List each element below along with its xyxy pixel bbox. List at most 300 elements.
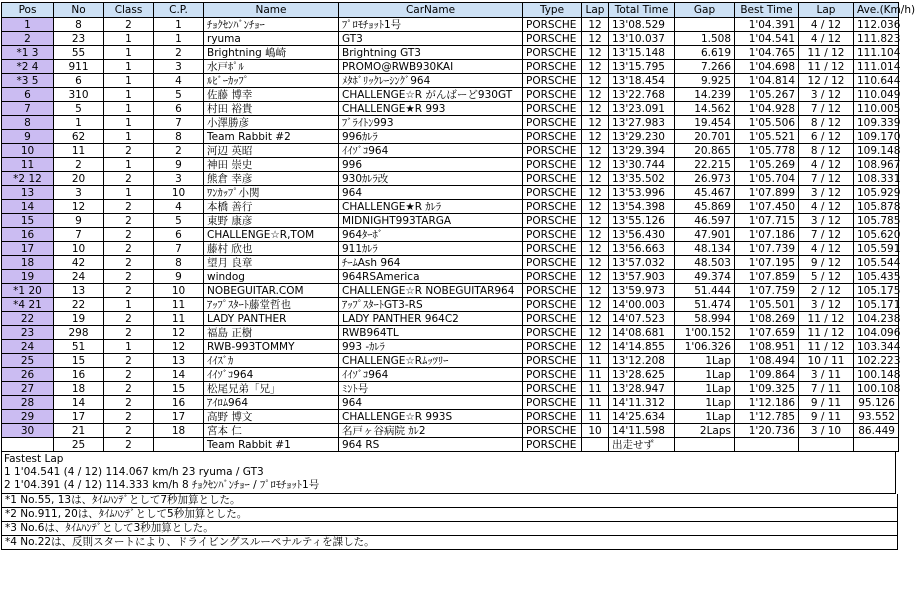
column-header-car-name: CarName: [339, 3, 523, 18]
cell-class: 1: [104, 186, 154, 200]
column-header-gap: Gap: [675, 3, 735, 18]
cell-total-time: 13'55.126: [609, 214, 675, 228]
cell-no: 310: [54, 88, 104, 102]
fastest-lap-title: Fastest Lap: [4, 453, 64, 465]
cell-gap: 1Lap: [675, 354, 735, 368]
cell-no: 1: [54, 116, 104, 130]
cell-lap: 12: [582, 214, 609, 228]
cell-name: CHALLENGE☆R,TOM: [204, 228, 339, 242]
column-header-best-time: Best Time: [735, 3, 799, 18]
cell-average-speed: 109.339: [854, 116, 899, 130]
cell-name: 村田 裕貴: [204, 102, 339, 116]
cell-type: PORSCHE: [523, 130, 582, 144]
cell-class: 1: [104, 116, 154, 130]
table-row: [2, 214, 899, 228]
cell-gap: 46.597: [675, 214, 735, 228]
cell-average-speed: 105.929: [854, 186, 899, 200]
cell-type: PORSCHE: [523, 312, 582, 326]
cell-type: PORSCHE: [523, 284, 582, 298]
cell-no: 911: [54, 60, 104, 74]
table-row: [2, 270, 899, 284]
cell-best-lap: 9 / 12: [799, 256, 854, 270]
cell-type: PORSCHE: [523, 270, 582, 284]
cell-best-time: 1'04.814: [735, 74, 799, 88]
table-row: [2, 368, 899, 382]
cell-average-speed: 109.148: [854, 144, 899, 158]
cell-best-time: 1'07.739: [735, 242, 799, 256]
cell-average-speed: 93.552: [854, 410, 899, 424]
cell-best-time: [735, 438, 799, 452]
cell-car-name: 964 RS: [339, 438, 523, 452]
cell-car-name: ﾁｰﾑAsh 964: [339, 256, 523, 270]
cell-gap: 1.508: [675, 32, 735, 46]
cell-pos: 24: [2, 340, 54, 354]
cell-best-lap: 6 / 12: [799, 130, 854, 144]
cell-type: PORSCHE: [523, 18, 582, 32]
cell-best-time: 1'07.859: [735, 270, 799, 284]
cell-total-time: 13'12.208: [609, 354, 675, 368]
cell-no: 19: [54, 312, 104, 326]
cell-gap: 22.215: [675, 158, 735, 172]
cell-pos: 30: [2, 424, 54, 438]
cell-class: 1: [104, 88, 154, 102]
cell-class: 2: [104, 410, 154, 424]
cell-class: 2: [104, 144, 154, 158]
cell-no: 25: [54, 438, 104, 452]
cell-car-name: ﾌﾟﾛﾓﾁｮｯﾄ1号: [339, 18, 523, 32]
cell-best-time: 1'04.698: [735, 60, 799, 74]
cell-no: 23: [54, 32, 104, 46]
cell-lap: 11: [582, 368, 609, 382]
table-row: [2, 74, 899, 88]
cell-car-name: MIDNIGHT993TARGA: [339, 214, 523, 228]
cell-type: PORSCHE: [523, 214, 582, 228]
table-row: [2, 116, 899, 130]
cell-gap: 2Laps: [675, 424, 735, 438]
cell-average-speed: 86.449: [854, 424, 899, 438]
cell-best-lap: 11 / 12: [799, 340, 854, 354]
cell-average-speed: 108.331: [854, 172, 899, 186]
cell-pos: *1 3: [2, 46, 54, 60]
cell-class: 2: [104, 438, 154, 452]
cell-name: 河辺 英昭: [204, 144, 339, 158]
cell-name: 宮本 仁: [204, 424, 339, 438]
cell-pos: *3 5: [2, 74, 54, 88]
cell-pos: *2 4: [2, 60, 54, 74]
cell-car-name: CHALLENGE☆R がんばーど930GT: [339, 88, 523, 102]
cell-gap: 51.474: [675, 298, 735, 312]
cell-car-name: CHALLENGE★R 993: [339, 102, 523, 116]
cell-gap: 45.869: [675, 200, 735, 214]
cell-no: 2: [54, 158, 104, 172]
table-row: [2, 340, 899, 354]
cell-name: ryuma: [204, 32, 339, 46]
penalty-note: *1 No.55, 13は、ﾀｲﾑﾊﾝﾃﾞとして7秒加算とした。: [2, 494, 897, 508]
cell-no: 24: [54, 270, 104, 284]
cell-cp: 16: [154, 396, 204, 410]
column-header-type: Type: [523, 3, 582, 18]
cell-average-speed: 100.148: [854, 368, 899, 382]
cell-no: 8: [54, 18, 104, 32]
cell-best-lap: 7 / 12: [799, 172, 854, 186]
cell-gap: 1Lap: [675, 382, 735, 396]
cell-type: PORSCHE: [523, 88, 582, 102]
cell-lap: 11: [582, 354, 609, 368]
cell-best-time: 1'08.269: [735, 312, 799, 326]
cell-lap: 12: [582, 242, 609, 256]
cell-no: 18: [54, 382, 104, 396]
cell-lap: 12: [582, 256, 609, 270]
cell-best-time: 1'05.267: [735, 88, 799, 102]
cell-no: 20: [54, 172, 104, 186]
cell-best-time: 1'07.195: [735, 256, 799, 270]
cell-type: PORSCHE: [523, 396, 582, 410]
cell-best-lap: 8 / 12: [799, 144, 854, 158]
cell-pos: 16: [2, 228, 54, 242]
cell-car-name: 996: [339, 158, 523, 172]
cell-name: 熊倉 幸彦: [204, 172, 339, 186]
cell-name: Brightning 嶋崎: [204, 46, 339, 60]
penalty-notes: [1, 494, 898, 550]
cell-average-speed: 102.223: [854, 354, 899, 368]
cell-gap: 19.454: [675, 116, 735, 130]
cell-cp: 9: [154, 158, 204, 172]
cell-car-name: PROMO@RWB930KAI: [339, 60, 523, 74]
cell-cp: 3: [154, 172, 204, 186]
cell-total-time: 14'11.312: [609, 396, 675, 410]
cell-pos: *2 12: [2, 172, 54, 186]
cell-best-time: 1'05.704: [735, 172, 799, 186]
cell-pos: 9: [2, 130, 54, 144]
column-header-average-speed: Ave.(Km/h): [854, 3, 899, 18]
cell-gap: 14.562: [675, 102, 735, 116]
cell-average-speed: 105.435: [854, 270, 899, 284]
results-body: [2, 18, 899, 452]
cell-cp: 10: [154, 186, 204, 200]
cell-lap: 12: [582, 228, 609, 242]
cell-gap: 7.266: [675, 60, 735, 74]
cell-name: 本橋 善行: [204, 200, 339, 214]
cell-best-time: 1'07.715: [735, 214, 799, 228]
cell-pos: 19: [2, 270, 54, 284]
cell-class: 2: [104, 242, 154, 256]
cell-name: 神田 崇史: [204, 158, 339, 172]
table-row: [2, 396, 899, 410]
cell-lap: 11: [582, 382, 609, 396]
cell-pos: 18: [2, 256, 54, 270]
cell-name: ｲｲｽﾞｶ: [204, 354, 339, 368]
table-row: [2, 60, 899, 74]
cell-cp: 7: [154, 116, 204, 130]
cell-class: 2: [104, 172, 154, 186]
cell-lap: 12: [582, 32, 609, 46]
cell-total-time: 出走せず: [609, 438, 675, 452]
column-header-no: No: [54, 3, 104, 18]
cell-type: PORSCHE: [523, 200, 582, 214]
cell-average-speed: [854, 438, 899, 452]
cell-cp: 2: [154, 144, 204, 158]
cell-type: PORSCHE: [523, 74, 582, 88]
cell-no: 5: [54, 102, 104, 116]
table-row: [2, 410, 899, 424]
cell-best-time: 1'04.391: [735, 18, 799, 32]
cell-cp: 13: [154, 354, 204, 368]
cell-total-time: 13'22.768: [609, 88, 675, 102]
table-row: [2, 144, 899, 158]
cell-gap: 47.901: [675, 228, 735, 242]
cell-best-lap: 5 / 12: [799, 270, 854, 284]
cell-type: PORSCHE: [523, 144, 582, 158]
cell-cp: 18: [154, 424, 204, 438]
cell-no: 11: [54, 144, 104, 158]
table-row: [2, 438, 899, 452]
cell-no: 12: [54, 200, 104, 214]
cell-average-speed: 105.544: [854, 256, 899, 270]
cell-cp: 17: [154, 410, 204, 424]
cell-average-speed: 105.171: [854, 298, 899, 312]
cell-pos: 6: [2, 88, 54, 102]
cell-best-time: 1'07.659: [735, 326, 799, 340]
cell-average-speed: 105.175: [854, 284, 899, 298]
cell-name: windog: [204, 270, 339, 284]
column-header-best-lap: Lap: [799, 3, 854, 18]
cell-cp: 4: [154, 74, 204, 88]
cell-car-name: 名戸ヶ谷病院 ｶﾚ2: [339, 424, 523, 438]
cell-gap: 58.994: [675, 312, 735, 326]
cell-type: PORSCHE: [523, 116, 582, 130]
cell-name: 高野 博文: [204, 410, 339, 424]
cell-average-speed: 110.005: [854, 102, 899, 116]
cell-pos: 1: [2, 18, 54, 32]
cell-name: RWB-993TOMMY: [204, 340, 339, 354]
cell-cp: 11: [154, 298, 204, 312]
cell-average-speed: 109.170: [854, 130, 899, 144]
cell-type: PORSCHE: [523, 298, 582, 312]
cell-name: LADY PANTHER: [204, 312, 339, 326]
cell-pos: 25: [2, 354, 54, 368]
cell-class: 2: [104, 228, 154, 242]
cell-average-speed: 105.620: [854, 228, 899, 242]
cell-name: 福島 正樹: [204, 326, 339, 340]
cell-name: ﾙﾋﾞｰｶｯﾌﾟ: [204, 74, 339, 88]
cell-best-lap: 3 / 12: [799, 88, 854, 102]
table-row: [2, 382, 899, 396]
table-row: [2, 326, 899, 340]
cell-total-time: 13'28.947: [609, 382, 675, 396]
cell-best-lap: 4 / 12: [799, 242, 854, 256]
cell-no: 9: [54, 214, 104, 228]
cell-class: 2: [104, 396, 154, 410]
cell-lap: [582, 438, 609, 452]
fastest-lap-section: [1, 452, 896, 494]
cell-cp: 6: [154, 102, 204, 116]
cell-class: 2: [104, 284, 154, 298]
cell-best-time: 1'09.864: [735, 368, 799, 382]
cell-no: 13: [54, 284, 104, 298]
cell-best-time: 1'08.494: [735, 354, 799, 368]
cell-type: PORSCHE: [523, 60, 582, 74]
cell-best-time: 1'12.785: [735, 410, 799, 424]
cell-gap: 1Lap: [675, 368, 735, 382]
cell-lap: 12: [582, 74, 609, 88]
cell-car-name: 964: [339, 396, 523, 410]
cell-cp: 5: [154, 88, 204, 102]
cell-cp: 7: [154, 242, 204, 256]
cell-best-time: 1'12.186: [735, 396, 799, 410]
cell-gap: 48.503: [675, 256, 735, 270]
table-row: [2, 312, 899, 326]
cell-class: 2: [104, 312, 154, 326]
cell-no: 17: [54, 410, 104, 424]
cell-gap: 20.701: [675, 130, 735, 144]
cell-no: 51: [54, 340, 104, 354]
cell-total-time: 14'14.855: [609, 340, 675, 354]
cell-gap: 45.467: [675, 186, 735, 200]
cell-best-lap: 12 / 12: [799, 74, 854, 88]
cell-lap: 12: [582, 60, 609, 74]
cell-best-lap: 3 / 10: [799, 424, 854, 438]
cell-pos: 22: [2, 312, 54, 326]
cell-best-lap: 7 / 12: [799, 102, 854, 116]
cell-gap: 14.239: [675, 88, 735, 102]
cell-best-lap: 2 / 12: [799, 284, 854, 298]
cell-name: Team Rabbit #2: [204, 130, 339, 144]
cell-gap: 51.444: [675, 284, 735, 298]
cell-best-lap: 4 / 12: [799, 200, 854, 214]
cell-best-lap: 4 / 12: [799, 18, 854, 32]
cell-best-time: 1'04.928: [735, 102, 799, 116]
cell-total-time: 14'25.634: [609, 410, 675, 424]
cell-class: 1: [104, 130, 154, 144]
cell-cp: 14: [154, 368, 204, 382]
fastest-lap-line: 2 1'04.391 (4 / 12) 114.333 km/h 8 ﾁｮｸｾﾝﾊﾞﾝﾁｮｰ / ﾌﾟﾛﾓﾁｮｯﾄ1号: [4, 479, 320, 491]
table-row: [2, 102, 899, 116]
cell-cp: 12: [154, 326, 204, 340]
cell-pos: 10: [2, 144, 54, 158]
cell-type: PORSCHE: [523, 186, 582, 200]
column-header-class: Class: [104, 3, 154, 18]
cell-gap: 48.134: [675, 242, 735, 256]
cell-pos: *4 21: [2, 298, 54, 312]
cell-no: 16: [54, 368, 104, 382]
cell-cp: 1: [154, 32, 204, 46]
cell-pos: 13: [2, 186, 54, 200]
table-row: [2, 18, 899, 32]
cell-best-time: 1'04.541: [735, 32, 799, 46]
cell-name: Team Rabbit #1: [204, 438, 339, 452]
cell-total-time: 14'07.523: [609, 312, 675, 326]
cell-lap: 12: [582, 172, 609, 186]
cell-best-time: 1'07.759: [735, 284, 799, 298]
cell-total-time: 13'35.502: [609, 172, 675, 186]
cell-lap: 11: [582, 396, 609, 410]
cell-best-lap: 9 / 11: [799, 410, 854, 424]
cell-name: ｲｲｿﾞｺ964: [204, 368, 339, 382]
cell-pos: 28: [2, 396, 54, 410]
table-row: [2, 200, 899, 214]
cell-lap: 12: [582, 298, 609, 312]
table-row: [2, 186, 899, 200]
cell-lap: 12: [582, 88, 609, 102]
cell-type: PORSCHE: [523, 410, 582, 424]
cell-type: PORSCHE: [523, 438, 582, 452]
cell-gap: 49.374: [675, 270, 735, 284]
cell-pos: 29: [2, 410, 54, 424]
cell-no: 22: [54, 298, 104, 312]
penalty-note: *3 No.6は、ﾀｲﾑﾊﾝﾃﾞとして3秒加算とした。: [2, 522, 897, 536]
cell-no: 298: [54, 326, 104, 340]
cell-best-lap: 11 / 12: [799, 312, 854, 326]
table-row: [2, 242, 899, 256]
cell-no: 10: [54, 242, 104, 256]
column-header-total-time: Total Time: [609, 3, 675, 18]
fastest-lap-line: 1 1'04.541 (4 / 12) 114.067 km/h 23 ryuma / GT3: [4, 466, 264, 478]
cell-cp: 6: [154, 228, 204, 242]
cell-cp: 15: [154, 382, 204, 396]
cell-average-speed: 104.096: [854, 326, 899, 340]
cell-cp: 8: [154, 130, 204, 144]
cell-cp: 4: [154, 200, 204, 214]
cell-name: 水戸ﾎﾟﾙ: [204, 60, 339, 74]
cell-best-time: 1'05.521: [735, 130, 799, 144]
cell-best-time: 1'07.899: [735, 186, 799, 200]
cell-car-name: CHALLENGE★R ｶﾚﾗ: [339, 200, 523, 214]
cell-average-speed: 112.036: [854, 18, 899, 32]
cell-pos: 15: [2, 214, 54, 228]
cell-pos: 2: [2, 32, 54, 46]
cell-class: 2: [104, 424, 154, 438]
cell-car-name: Brightning GT3: [339, 46, 523, 60]
cell-best-time: 1'07.450: [735, 200, 799, 214]
cell-total-time: 13'53.996: [609, 186, 675, 200]
cell-class: 2: [104, 382, 154, 396]
cell-type: PORSCHE: [523, 228, 582, 242]
cell-car-name: 930ｶﾚﾗ改: [339, 172, 523, 186]
cell-name: 佐藤 博幸: [204, 88, 339, 102]
cell-car-name: 964ﾀｰﾎﾞ: [339, 228, 523, 242]
cell-car-name: 964RSAmerica: [339, 270, 523, 284]
cell-average-speed: 105.591: [854, 242, 899, 256]
cell-lap: 12: [582, 46, 609, 60]
cell-class: 2: [104, 214, 154, 228]
cell-lap: 12: [582, 158, 609, 172]
cell-pos: 17: [2, 242, 54, 256]
cell-car-name: 993 -ｶﾚﾗ: [339, 340, 523, 354]
cell-total-time: 13'29.230: [609, 130, 675, 144]
column-header-name: Name: [204, 3, 339, 18]
cell-best-lap: 10 / 11: [799, 354, 854, 368]
cell-car-name: ｲｲｿﾞｺ964: [339, 368, 523, 382]
cell-total-time: 14'08.681: [609, 326, 675, 340]
cell-type: PORSCHE: [523, 368, 582, 382]
cell-name: ｱｲﾛﾑ964: [204, 396, 339, 410]
cell-name: 松尾兄弟「兄」: [204, 382, 339, 396]
cell-total-time: 13'28.625: [609, 368, 675, 382]
cell-type: PORSCHE: [523, 242, 582, 256]
cell-type: PORSCHE: [523, 382, 582, 396]
cell-lap: 12: [582, 312, 609, 326]
cell-total-time: 13'54.398: [609, 200, 675, 214]
cell-best-time: 1'08.951: [735, 340, 799, 354]
cell-class: 2: [104, 256, 154, 270]
cell-class: 1: [104, 74, 154, 88]
cell-car-name: GT3: [339, 32, 523, 46]
cell-lap: 12: [582, 340, 609, 354]
cell-lap: 12: [582, 130, 609, 144]
cell-lap: 12: [582, 144, 609, 158]
cell-total-time: 13'23.091: [609, 102, 675, 116]
cell-car-name: 911ｶﾚﾗ: [339, 242, 523, 256]
